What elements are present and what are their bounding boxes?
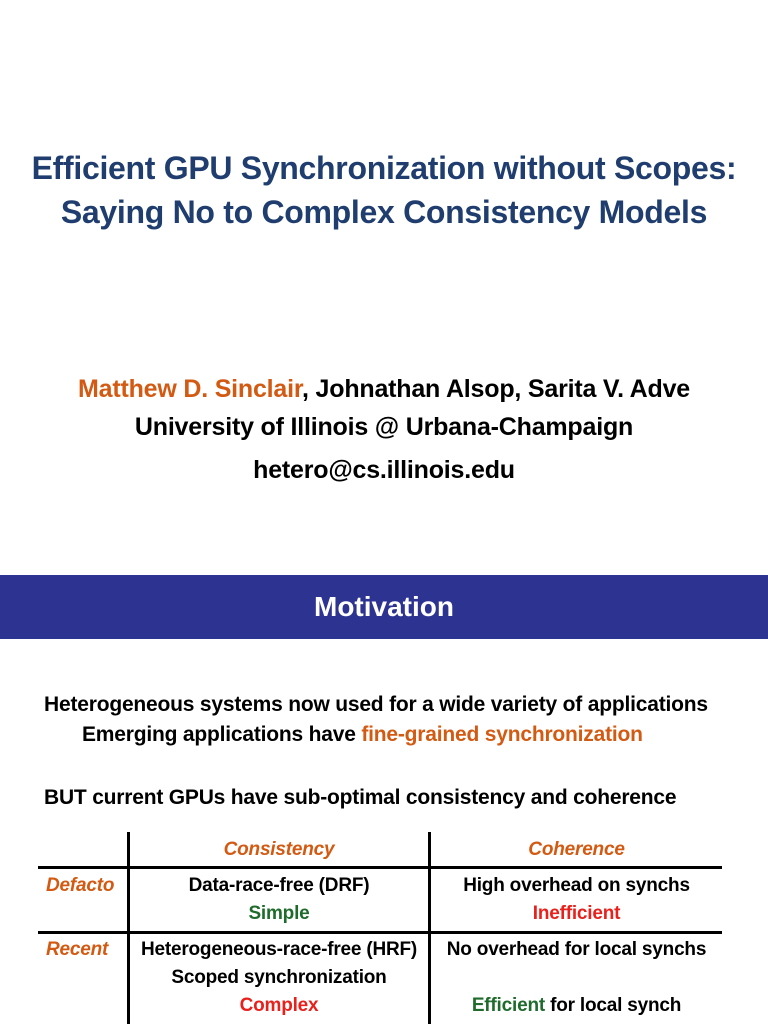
motivation-line-2: [82, 721, 643, 749]
defacto-consistency: Data-race-free (DRF): [188, 875, 370, 896]
defacto-coherence-tag: Inefficient: [532, 903, 621, 924]
recent-coherence-tag-suffix: for local synch: [544, 995, 682, 1016]
header-consistency: Consistency: [223, 839, 335, 860]
author-list: [0, 373, 768, 405]
row-label-recent: Recent: [46, 939, 109, 960]
lead-author: Matthew D. Sinclair: [78, 375, 303, 403]
recent-consistency-sub: Scoped synchronization: [171, 967, 387, 988]
recent-consistency: Heterogeneous-race-free (HRF): [140, 939, 418, 960]
motivation-line-1: Heterogeneous systems now used for a wide variety of applications: [44, 693, 708, 716]
motivation-line-3: BUT current GPUs have sub-optimal consistency and coherence: [44, 786, 677, 809]
slide-title: [0, 146, 768, 234]
title-line-2: Saying No to Complex Consistency Models: [60, 194, 708, 230]
recent-coherence-tag: Efficient: [471, 995, 545, 1016]
recent-coherence: No overhead for local synchs: [446, 939, 707, 960]
recent-coherence-tag-line: [431, 992, 722, 1020]
motivation-line-2-prefix: Emerging applications have: [82, 723, 362, 746]
section-banner: [0, 575, 768, 639]
recent-consistency-tag: Complex: [239, 995, 319, 1016]
table-divider-h2: [38, 931, 722, 934]
row-label-defacto: Defacto: [46, 875, 115, 896]
contact-email: hetero@cs.illinois.edu: [253, 456, 515, 484]
section-heading: Motivation: [314, 591, 454, 622]
defacto-coherence: High overhead on synchs: [463, 875, 690, 896]
co-authors: , Johnathan Alsop, Sarita V. Adve: [302, 375, 690, 403]
fine-grained-highlight: fine-grained synchronization: [361, 723, 643, 746]
header-coherence: Coherence: [528, 839, 625, 860]
table-divider-h1: [38, 866, 722, 869]
defacto-consistency-tag: Simple: [248, 903, 310, 924]
affiliation: University of Illinois @ Urbana-Champaign: [134, 413, 634, 441]
title-line-1: Efficient GPU Synchronization without Scopes:: [31, 150, 737, 186]
